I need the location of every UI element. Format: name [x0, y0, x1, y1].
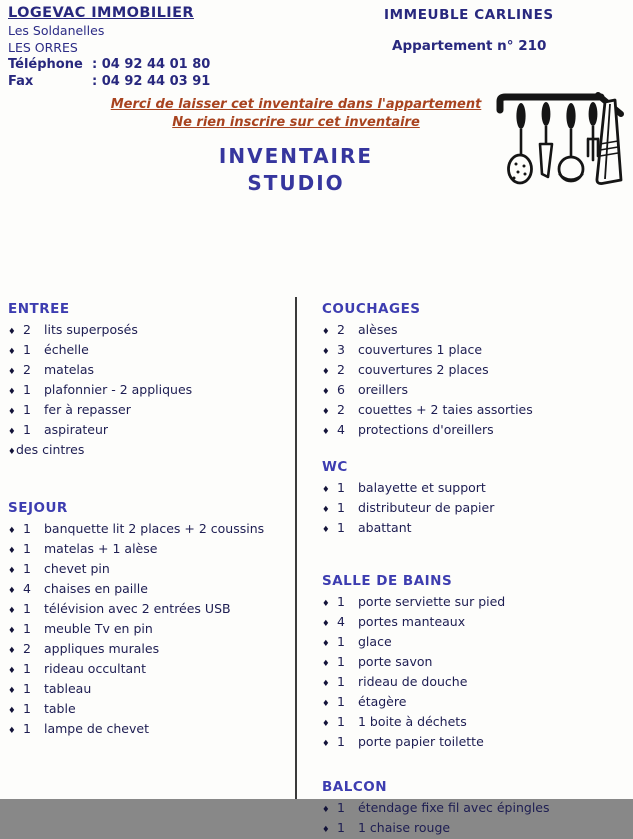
item-label: portes manteaux — [358, 614, 466, 629]
diamond-bullet-icon: ♦ — [322, 719, 330, 729]
diamond-bullet-icon: ♦ — [8, 666, 16, 676]
column-divider — [295, 297, 297, 799]
item-quantity: 1 — [337, 820, 345, 835]
phone-row — [8, 56, 210, 73]
item-quantity: 1 — [23, 721, 31, 736]
item-label: distributeur de papier — [358, 500, 495, 515]
diamond-bullet-icon: ♦ — [8, 646, 16, 656]
section-sejour — [8, 499, 292, 740]
diamond-bullet-icon: ♦ — [322, 825, 330, 835]
item-quantity: 1 — [337, 594, 345, 609]
phone-label: Téléphone — [8, 57, 83, 72]
item-label: matelas — [44, 362, 95, 377]
item-label: lits superposés — [44, 322, 138, 337]
item-label: couvertures 2 places — [358, 362, 489, 377]
item-quantity: 1 — [23, 661, 31, 676]
item-label: 1 boite à déchets — [358, 714, 467, 729]
inventory-item — [8, 680, 292, 700]
diamond-bullet-icon: ♦ — [8, 586, 16, 596]
item-quantity: 1 — [337, 714, 345, 729]
item-label: meuble Tv en pin — [44, 621, 153, 636]
diamond-bullet-icon: ♦ — [322, 485, 330, 495]
section-title: SALLE DE BAINS — [322, 573, 453, 589]
item-label: télévision avec 2 entrées USB — [44, 601, 231, 616]
item-quantity: 1 — [337, 500, 345, 515]
item-quantity: 1 — [337, 634, 345, 649]
item-label: oreillers — [358, 382, 408, 397]
item-label: porte serviette sur pied — [358, 594, 506, 609]
building-name: IMMEUBLE CARLINES — [384, 7, 554, 23]
item-label: chaises en paille — [44, 581, 148, 596]
item-quantity: 1 — [337, 520, 345, 535]
item-quantity: 4 — [337, 614, 345, 629]
item-quantity: 2 — [337, 402, 345, 417]
inventory-item — [322, 633, 628, 653]
item-label: couettes + 2 taies assorties — [358, 402, 533, 417]
item-label: appliques murales — [44, 641, 160, 656]
item-label: banquette lit 2 places + 2 coussins — [44, 521, 265, 536]
item-quantity: 1 — [23, 422, 31, 437]
diamond-bullet-icon: ♦ — [322, 407, 330, 417]
phone-number: : 04 92 44 01 80 — [92, 57, 211, 72]
item-quantity: 6 — [337, 382, 345, 397]
inventory-item — [322, 693, 628, 713]
inventory-item — [322, 479, 628, 499]
inventory-item — [322, 673, 628, 693]
inventory-item — [322, 713, 628, 733]
item-label: balayette et support — [358, 480, 486, 495]
diamond-bullet-icon: ♦ — [322, 805, 330, 815]
section-balcon — [322, 778, 628, 839]
section-salle-de-bains — [322, 572, 628, 753]
item-quantity: 1 — [23, 701, 31, 716]
item-label: abattant — [358, 520, 412, 535]
item-quantity: 1 — [23, 521, 31, 536]
inventory-item — [8, 361, 292, 381]
item-quantity: 3 — [337, 342, 345, 357]
diamond-bullet-icon: ♦ — [322, 525, 330, 535]
inventory-item — [322, 421, 628, 441]
item-label: table — [44, 701, 76, 716]
diamond-bullet-icon: ♦ — [8, 407, 16, 417]
item-quantity: 1 — [337, 734, 345, 749]
item-quantity: 1 — [337, 694, 345, 709]
item-label: porte savon — [358, 654, 433, 669]
item-quantity: 2 — [337, 322, 345, 337]
inventory-item — [8, 640, 292, 660]
agency-name: LOGEVAC IMMOBILIER — [8, 5, 194, 21]
item-quantity: 1 — [23, 402, 31, 417]
item-label: tableau — [44, 681, 92, 696]
diamond-bullet-icon: ♦ — [8, 706, 16, 716]
diamond-bullet-icon: ♦ — [8, 606, 16, 616]
inventory-item — [322, 613, 628, 633]
fax-number: : 04 92 44 03 91 — [92, 74, 211, 89]
title-line-1: INVENTAIRE — [218, 144, 374, 168]
item-quantity: 1 — [337, 480, 345, 495]
inventory-item — [8, 720, 292, 740]
diamond-bullet-icon: ♦ — [8, 367, 16, 377]
inventory-item — [8, 580, 292, 600]
item-quantity: 1 — [23, 681, 31, 696]
diamond-bullet-icon: ♦ — [322, 679, 330, 689]
section-entree — [8, 300, 292, 461]
diamond-bullet-icon: ♦ — [322, 387, 330, 397]
section-title: WC — [322, 459, 348, 475]
diamond-bullet-icon: ♦ — [8, 327, 16, 337]
item-quantity: 1 — [23, 382, 31, 397]
diamond-bullet-icon: ♦ — [322, 505, 330, 515]
item-label: étendage fixe fil avec épingles — [358, 800, 550, 815]
agency-header — [8, 5, 210, 90]
item-label: 1 chaise rouge — [358, 820, 451, 835]
diamond-bullet-icon: ♦ — [322, 599, 330, 609]
section-title: COUCHAGES — [322, 301, 421, 317]
fax-label: Fax — [8, 74, 34, 89]
inventory-item — [322, 499, 628, 519]
diamond-bullet-icon: ♦ — [8, 686, 16, 696]
item-quantity: 2 — [337, 362, 345, 377]
fax-row — [8, 73, 210, 90]
diamond-bullet-icon: ♦ — [8, 626, 16, 636]
item-label: plafonnier - 2 appliques — [44, 382, 193, 397]
title-line-2: STUDIO — [247, 171, 345, 195]
item-label: chevet pin — [44, 561, 110, 576]
diamond-bullet-icon: ♦ — [8, 387, 16, 397]
inventory-item — [322, 401, 628, 421]
inventory-item — [322, 819, 628, 839]
diamond-bullet-icon: ♦ — [322, 619, 330, 629]
diamond-bullet-icon: ♦ — [322, 327, 330, 337]
inventory-item — [8, 381, 292, 401]
item-quantity: 1 — [337, 800, 345, 815]
inventory-item — [8, 341, 292, 361]
item-quantity: 1 — [337, 654, 345, 669]
item-label: lampe de chevet — [44, 721, 149, 736]
diamond-bullet-icon: ♦ — [8, 447, 16, 457]
item-quantity: 1 — [23, 621, 31, 636]
item-quantity: 4 — [337, 422, 345, 437]
item-label: alèses — [358, 322, 398, 337]
inventory-item — [8, 401, 292, 421]
item-quantity: 1 — [23, 541, 31, 556]
item-label: couvertures 1 place — [358, 342, 483, 357]
section-couchages — [322, 300, 628, 441]
diamond-bullet-icon: ♦ — [322, 427, 330, 437]
inventory-item — [8, 520, 292, 540]
inventory-column-right — [322, 300, 628, 839]
item-quantity: 2 — [23, 322, 31, 337]
item-label: fer à repasser — [44, 402, 131, 417]
diamond-bullet-icon: ♦ — [8, 546, 16, 556]
apartment-number: Appartement n° 210 — [392, 38, 547, 54]
section-title: SEJOUR — [8, 500, 68, 516]
diamond-bullet-icon: ♦ — [8, 347, 16, 357]
item-quantity: 1 — [337, 674, 345, 689]
inventory-item — [322, 321, 628, 341]
diamond-bullet-icon: ♦ — [8, 726, 16, 736]
inventory-item — [8, 540, 292, 560]
section-wc — [322, 458, 628, 539]
inventory-item — [8, 421, 292, 441]
inventory-item — [8, 441, 292, 461]
inventory-item — [322, 733, 628, 753]
inventory-item — [322, 361, 628, 381]
item-quantity: 1 — [23, 561, 31, 576]
item-label: protections d'oreillers — [358, 422, 494, 437]
inventory-item — [8, 321, 292, 341]
diamond-bullet-icon: ♦ — [322, 367, 330, 377]
item-quantity: 1 — [23, 342, 31, 357]
notice-line-2: Ne rien inscrire sur cet inventaire — [172, 115, 420, 130]
diamond-bullet-icon: ♦ — [322, 639, 330, 649]
item-label: aspirateur — [44, 422, 109, 437]
diamond-bullet-icon: ♦ — [322, 659, 330, 669]
building-header — [384, 7, 554, 54]
diamond-bullet-icon: ♦ — [322, 347, 330, 357]
item-label: matelas + 1 alèse — [44, 541, 158, 556]
item-quantity: 2 — [23, 641, 31, 656]
document-title — [0, 143, 592, 197]
item-quantity: 2 — [23, 362, 31, 377]
inventory-item — [322, 653, 628, 673]
item-quantity: 1 — [23, 601, 31, 616]
notice-line-1: Merci de laisser cet inventaire dans l'appartement — [110, 97, 482, 112]
item-quantity: 4 — [23, 581, 31, 596]
item-label: porte papier toilette — [358, 734, 484, 749]
item-label: des cintres — [16, 442, 85, 457]
inventory-item — [322, 799, 628, 819]
item-label: rideau occultant — [44, 661, 146, 676]
inventory-item — [8, 660, 292, 680]
item-label: glace — [358, 634, 392, 649]
item-label: échelle — [44, 342, 89, 357]
section-title: ENTREE — [8, 301, 70, 317]
diamond-bullet-icon: ♦ — [8, 526, 16, 536]
inventory-column-left — [8, 300, 292, 740]
inventory-item — [8, 560, 292, 580]
inventory-item — [322, 341, 628, 361]
agency-address-line2: LES ORRES — [8, 40, 78, 55]
diamond-bullet-icon: ♦ — [322, 739, 330, 749]
section-title: BALCON — [322, 779, 388, 795]
diamond-bullet-icon: ♦ — [8, 566, 16, 576]
inventory-item — [322, 593, 628, 613]
inventory-item — [8, 620, 292, 640]
inventory-item — [322, 381, 628, 401]
inventory-item — [8, 700, 292, 720]
diamond-bullet-icon: ♦ — [8, 427, 16, 437]
diamond-bullet-icon: ♦ — [322, 699, 330, 709]
agency-address-line1: Les Soldanelles — [8, 23, 105, 38]
item-label: rideau de douche — [358, 674, 468, 689]
item-label: étagère — [358, 694, 407, 709]
inventory-item — [322, 519, 628, 539]
inventory-item — [8, 600, 292, 620]
